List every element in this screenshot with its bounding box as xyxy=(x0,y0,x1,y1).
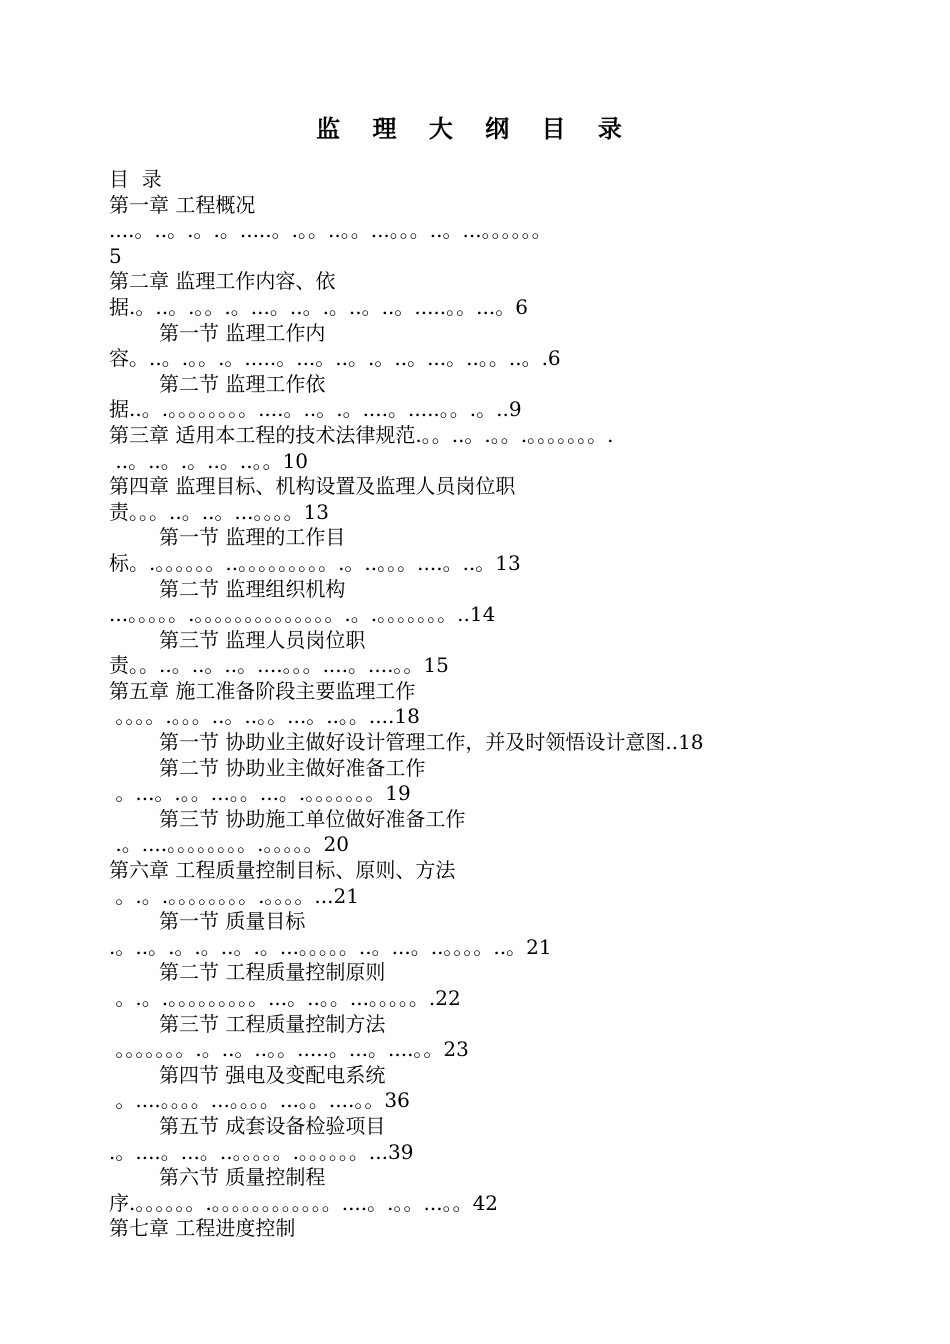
toc-line: 。.。.。。。。。。。。.。。。。...21 xyxy=(109,883,359,908)
toc-line: .。....。...。..。。。。。.。。。。。。...39 xyxy=(109,1139,414,1164)
toc-line: 第五节 成套设备检验项目 xyxy=(159,1113,386,1138)
toc-line: 第三章 适用本工程的技术法律规范.。。..。.。。.。。。。。。。. xyxy=(109,422,614,447)
toc-line: .。..。.。.。..。.。...。。。。。..。...。..。。。。..。21 xyxy=(109,934,552,959)
toc-line: ..。..。.。..。..。。10 xyxy=(109,448,309,473)
toc-line: 第一节 监理工作内 xyxy=(159,320,326,345)
toc-line: 第五章 施工准备阶段主要监理工作 xyxy=(109,678,416,703)
toc-line: .。....。。。。。。。。.。。。。。20 xyxy=(109,832,349,857)
toc-line: 。...。.。。...。。...。.。。。。。。。19 xyxy=(109,781,411,806)
toc-line: 第一节 协助业主做好设计管理工作，并及时领悟设计意图..18 xyxy=(159,730,704,755)
toc-line: 第三节 协助施工单位做好准备工作 xyxy=(159,806,466,831)
toc-line: ....。..。.。.。.....。.。。..。。...。。。..。...。。。。。。 xyxy=(109,218,552,243)
toc-line: 标。.。。。。。。..。。。。。。。。。.。..。。。....。..。13 xyxy=(109,550,521,575)
toc-line: 责。。。..。..。...。。。。13 xyxy=(109,499,329,524)
table-of-contents xyxy=(109,167,839,1242)
toc-line: 第三节 监理人员岗位职 xyxy=(159,627,366,652)
toc-line: 据..。.。。。。。。。。....。..。.。....。.....。。.。..9 xyxy=(109,397,522,422)
toc-line: 第二节 协助业主做好准备工作 xyxy=(159,755,426,780)
toc-line: 据.。..。.。。.。...。..。.。..。..。.....。。...。6 xyxy=(109,294,528,319)
document-title: 监 理 大 纲 目 录 xyxy=(316,114,634,143)
toc-line: 容。..。.。。.。.....。...。..。.。..。...。..。。..。.6 xyxy=(109,346,561,371)
toc-line: 第四节 强电及变配电系统 xyxy=(159,1062,386,1087)
toc-line: 第一节 监理的工作目 xyxy=(159,525,346,550)
toc-line: 第三节 工程质量控制方法 xyxy=(159,1011,386,1036)
toc-line: 。.。.。。。。。。。。。...。..。。...。。。。。.22 xyxy=(109,986,461,1010)
toc-line: 第一章 工程概况 xyxy=(109,192,256,217)
toc-line: 。。。。。。。.。..。..。。.....。...。....。。23 xyxy=(109,1037,469,1062)
toc-line: 第六章 工程质量控制目标、原则、方法 xyxy=(109,858,456,883)
toc-line: 目 录 xyxy=(109,167,162,191)
toc-line: 第一节 质量目标 xyxy=(159,909,306,934)
toc-line: 第二节 工程质量控制原则 xyxy=(159,960,386,985)
toc-line: ...。。。。。.。。。。。。。。。。。。。。.。.。。。。。。。..14 xyxy=(109,602,496,627)
toc-line: 第二章 监理工作内容、依 xyxy=(109,269,336,294)
toc-line: 第七章 工程进度控制 xyxy=(109,1216,296,1241)
toc-line: 责。。..。..。..。....。。。....。....。。15 xyxy=(109,653,449,678)
toc-line: 序.。。。。。。.。。。。。。。。。。。。....。.。。...。。42 xyxy=(109,1190,499,1215)
toc-line: 。。。。.。。。..。..。。...。..。。....18 xyxy=(109,704,420,729)
toc-line: 第二节 监理组织机构 xyxy=(159,576,346,601)
toc-line: 第六节 质量控制程 xyxy=(159,1165,326,1190)
toc-line: 第二节 监理工作依 xyxy=(159,371,326,396)
toc-line: 5 xyxy=(109,243,122,268)
toc-line: 。....。。。。...。。。。...。。....。。36 xyxy=(109,1088,410,1113)
toc-line: 第四章 监理目标、机构设置及监理人员岗位职 xyxy=(109,474,516,499)
